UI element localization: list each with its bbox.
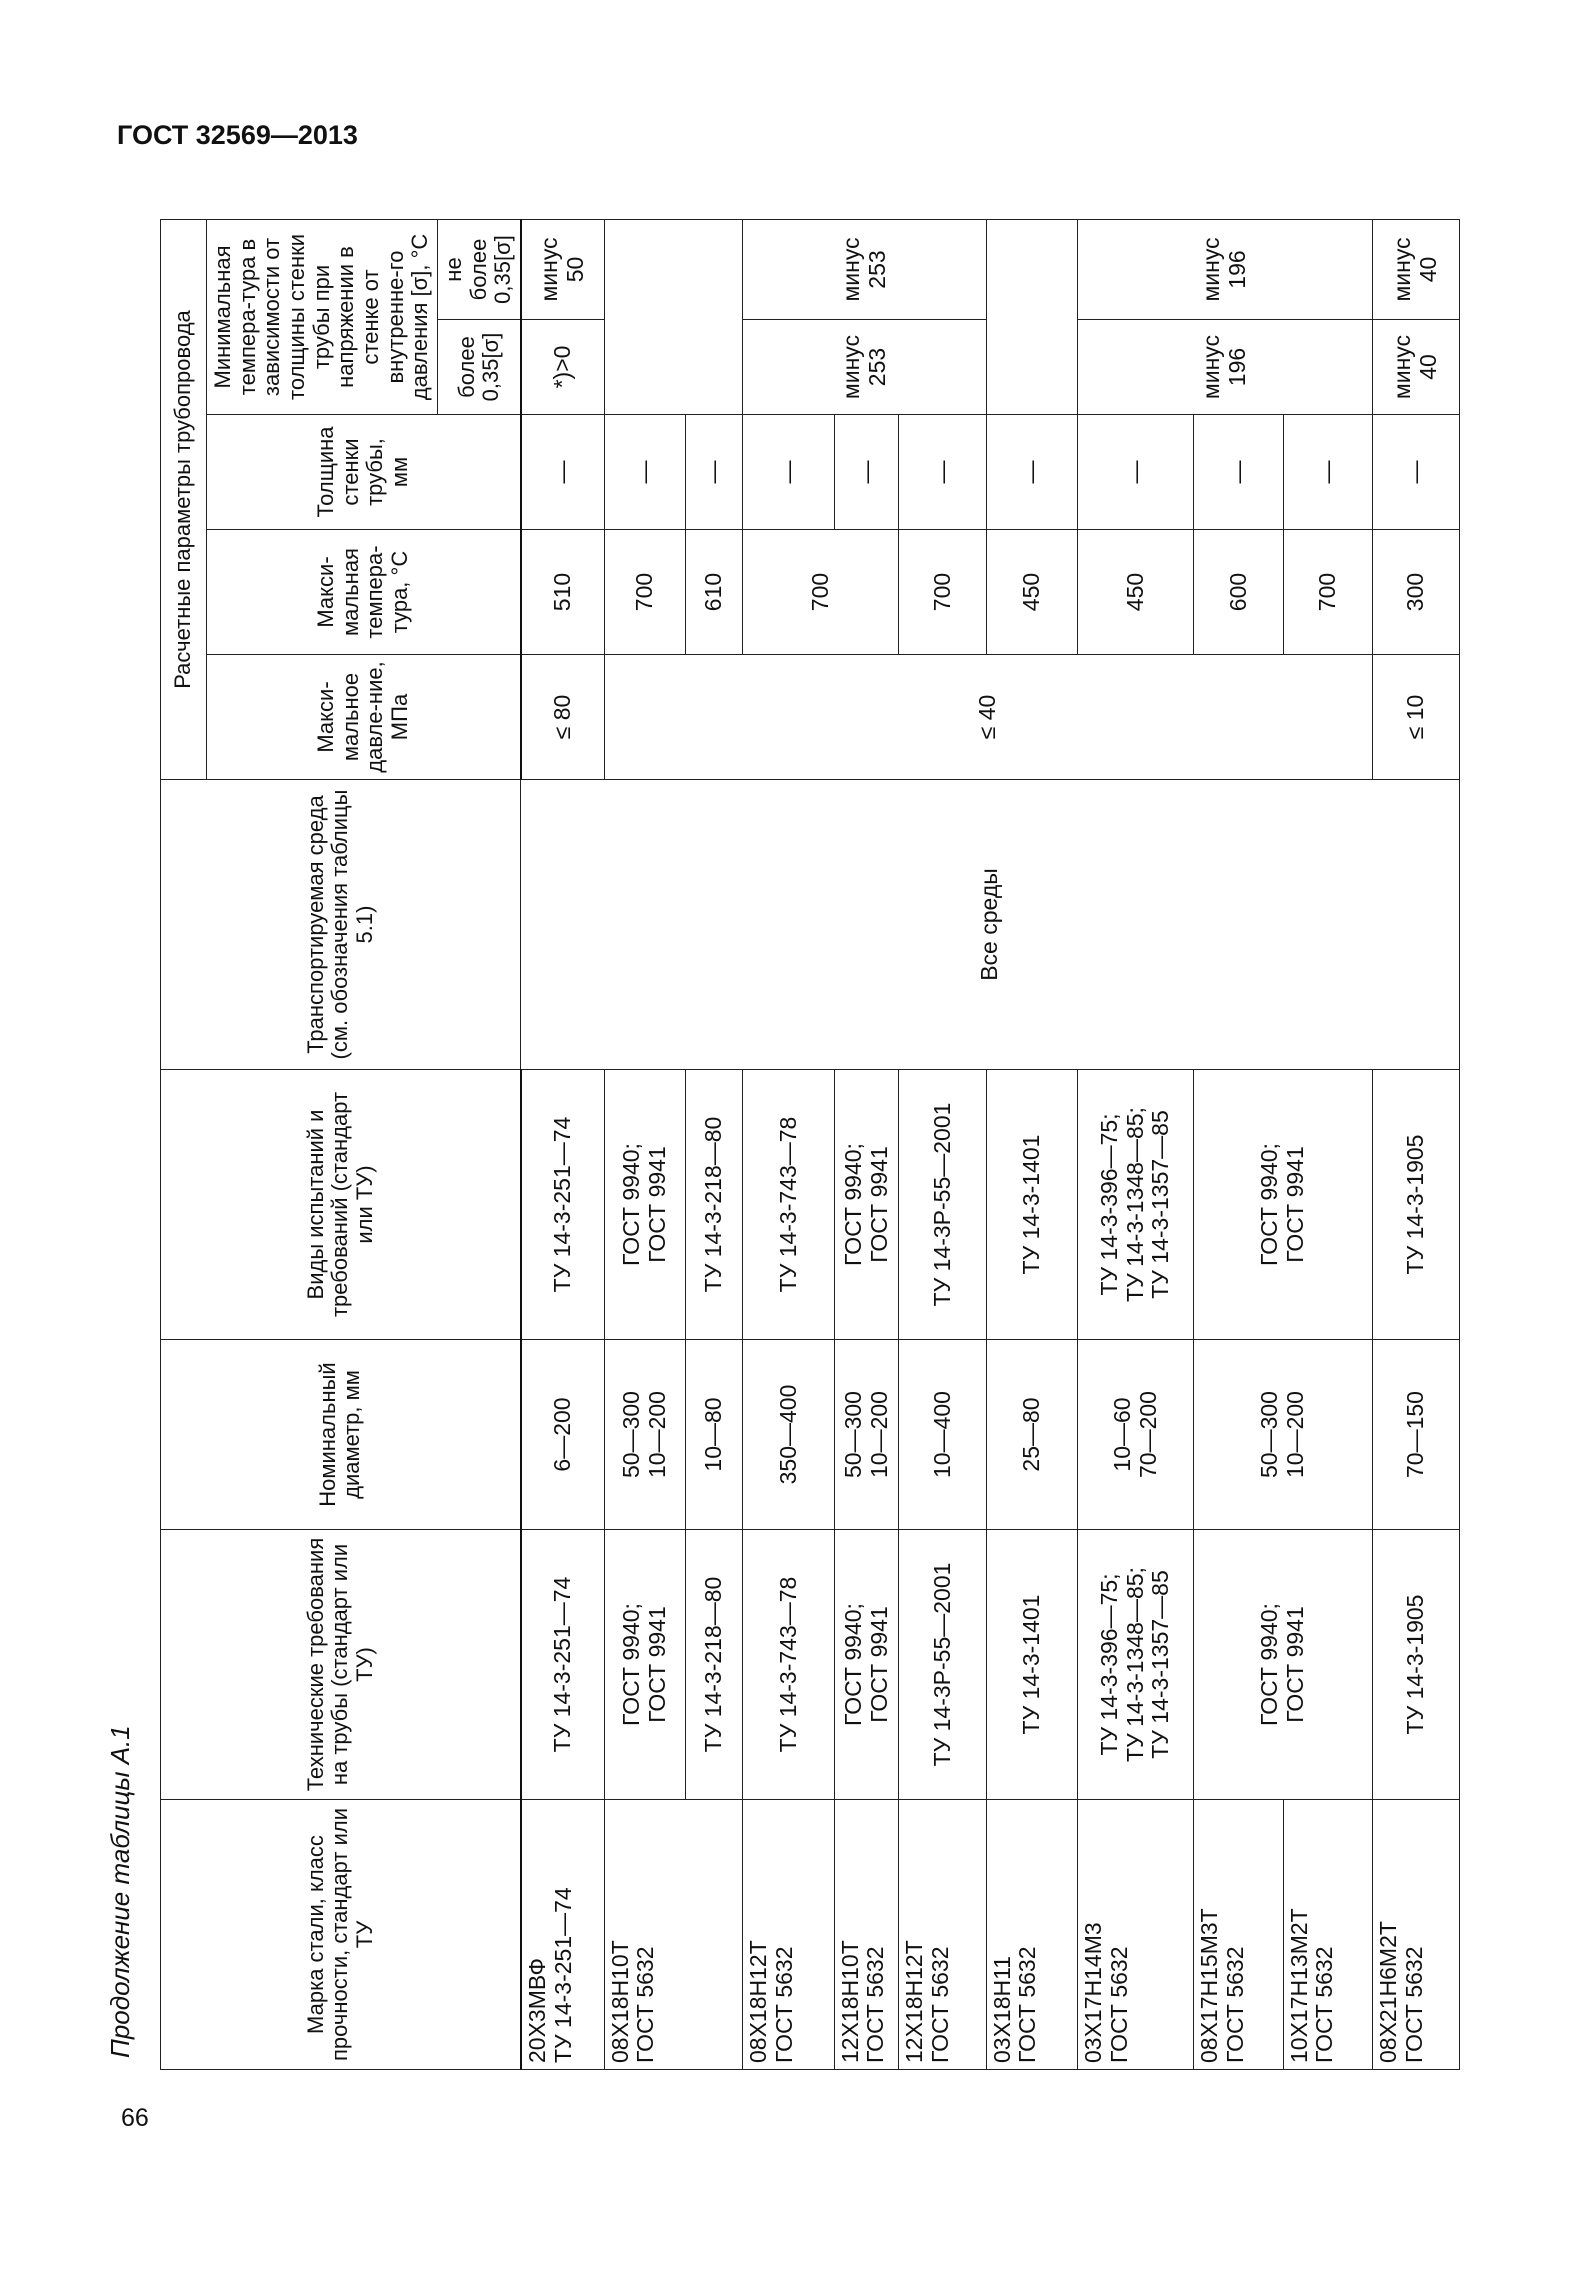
cell-diameter: 6—200 [521, 1340, 604, 1530]
header-steel: Марка стали, класс прочности, стандарт или ТУ [161, 1800, 521, 2070]
cell-min-temp-not-over-196: минус 196 [1077, 219, 1372, 319]
cell-pipe-req: ГОСТ 9940; ГОСТ 9941 [834, 1530, 899, 1800]
cell-tests: ТУ 14-3-743—78 [743, 1070, 834, 1340]
cell-temp: 300 [1372, 530, 1459, 655]
cell-tests: ТУ 14-3-1401 [986, 1070, 1077, 1340]
cell-steel-12x18h10t: 12Х18Н10Т ГОСТ 5632 [834, 1800, 899, 2070]
cell-pipe-req: ТУ 14-3-1905 [1372, 1530, 1459, 1800]
cell-tests: ТУ 14-3-1905 [1372, 1070, 1459, 1340]
cell-temp: 600 [1194, 530, 1283, 655]
cell-temp: 450 [1077, 530, 1194, 655]
cell-tests: ГОСТ 9940; ГОСТ 9941 [604, 1070, 685, 1340]
cell-tests: ТУ 14-3-396—75; ТУ 14-3-1348—85; ТУ 14-3-1357—85 [1077, 1070, 1194, 1340]
header-medium: Транспортируемая среда (см. обозначения таблицы 5.1) [161, 780, 521, 1070]
cell-min-temp-blank [604, 219, 743, 414]
header-max-pressure: Макси-мальное давле-ние, МПа [206, 655, 521, 780]
header-over-035: более 0,35[σ] [438, 320, 521, 415]
cell-wall: — [834, 415, 899, 530]
cell-diameter: 70—150 [1372, 1340, 1459, 1530]
cell-pressure-40: ≤ 40 [604, 655, 1372, 780]
cell-diameter: 50—300 10—200 [1194, 1340, 1372, 1530]
cell-pipe-req: ТУ 14-3-1401 [986, 1530, 1077, 1800]
cell-diameter: 350—400 [743, 1340, 834, 1530]
cell-wall: — [1194, 415, 1283, 530]
cell-diameter: 10—60 70—200 [1077, 1340, 1194, 1530]
header-design-parameters: Расчетные параметры трубопровода [161, 219, 207, 779]
cell-tests: ТУ 14-3-218—80 [685, 1070, 743, 1340]
cell-temp: 610 [685, 530, 743, 655]
document-header: ГОСТ 32569—2013 [117, 120, 358, 150]
header-wall-thickness: Толщина стенки трубы, мм [206, 415, 521, 530]
cell-min-temp-not-over: минус 50 [521, 219, 604, 319]
cell-wall: — [1077, 415, 1194, 530]
cell-steel-12x18h12t: 12Х18Н12Т ГОСТ 5632 [899, 1800, 986, 2070]
cell-steel-08x18h12t: 08Х18Н12Т ГОСТ 5632 [743, 1800, 834, 2070]
cell-wall: — [604, 415, 685, 530]
cell-temp: 700 [899, 530, 986, 655]
cell-tests: ТУ 14-3-251—74 [521, 1070, 604, 1340]
header-tests: Виды испытаний и требований (стандарт или ТУ) [161, 1070, 521, 1340]
cell-temp: 700 [1283, 530, 1372, 655]
header-min-temperature: Минимальная темпера-тура в зависимости от толщины стенки трубы при напряжении в стенке от внутренне-го давления [σ], °С [206, 219, 438, 414]
cell-temp: 700 [604, 530, 685, 655]
cell-wall: — [1372, 415, 1459, 530]
cell-steel-08x18h10t: 08Х18Н10Т ГОСТ 5632 [604, 1800, 743, 2070]
cell-steel-08x21h6m2t: 08Х21Н6М2Т ГОСТ 5632 [1372, 1800, 1459, 2070]
table-continuation-caption: Продолжение таблицы А.1 [105, 1725, 135, 2058]
cell-steel-10x17h13m2t: 10Х17Н13М2Т ГОСТ 5632 [1283, 1800, 1372, 2070]
cell-pipe-req: ТУ 14-3-251—74 [521, 1530, 604, 1800]
cell-steel-03x18h11: 03Х18Н11 ГОСТ 5632 [986, 1800, 1077, 2070]
cell-pipe-req: ТУ 14-3-396—75; ТУ 14-3-1348—85; ТУ 14-3-1357—85 [1077, 1530, 1194, 1800]
cell-pipe-req: ГОСТ 9940; ГОСТ 9941 [604, 1530, 685, 1800]
cell-pressure-10: ≤ 10 [1372, 655, 1459, 780]
cell-temp: 510 [521, 530, 604, 655]
cell-wall: — [743, 415, 834, 530]
cell-min-temp-not-over-253: минус 253 [743, 219, 986, 319]
cell-min-temp-blank [986, 219, 1077, 414]
cell-min-temp-over-253: минус 253 [743, 320, 986, 415]
page-number: 66 [121, 2104, 149, 2132]
cell-wall: — [986, 415, 1077, 530]
cell-pipe-req: ТУ 14-3-743—78 [743, 1530, 834, 1800]
cell-diameter: 25—80 [986, 1340, 1077, 1530]
cell-diameter: 50—300 10—200 [604, 1340, 685, 1530]
cell-min-temp-not-over: минус 40 [1372, 219, 1459, 319]
cell-wall: — [521, 415, 604, 530]
cell-temp: 450 [986, 530, 1077, 655]
cell-wall: — [1283, 415, 1372, 530]
cell-steel-20x3mvf: 20Х3МВФ ТУ 14-3-251—74 [521, 1800, 604, 2070]
cell-min-temp-over: *)>0 [521, 320, 604, 415]
cell-min-temp-over: минус 40 [1372, 320, 1459, 415]
header-pipe-requirements: Технические требования на трубы (стандарт или ТУ) [161, 1530, 521, 1800]
pipe-steel-table [160, 219, 1460, 2070]
cell-steel-03x17h14m3: 03Х17Н14М3 ГОСТ 5632 [1077, 1800, 1194, 2070]
rotated-table-container [160, 220, 1460, 2070]
header-nominal-diameter: Номинальный диаметр, мм [161, 1340, 521, 1530]
cell-pressure-80: ≤ 80 [521, 655, 604, 780]
cell-wall: — [899, 415, 986, 530]
cell-steel-08x17h15m3t: 08Х17Н15М3Т ГОСТ 5632 [1194, 1800, 1283, 2070]
header-max-temperature: Макси-мальная темпера-тура, °С [206, 530, 521, 655]
cell-medium-all: Все среды [521, 780, 1460, 1070]
cell-wall: — [685, 415, 743, 530]
cell-diameter: 50—300 10—200 [834, 1340, 899, 1530]
cell-temp-700: 700 [743, 530, 899, 655]
cell-min-temp-over-196: минус 196 [1077, 320, 1372, 415]
header-not-over-035: не более 0,35[σ] [438, 219, 521, 319]
cell-tests: ТУ 14-3Р-55—2001 [899, 1070, 986, 1340]
cell-pipe-req: ТУ 14-3-218—80 [685, 1530, 743, 1800]
cell-pipe-req: ТУ 14-3Р-55—2001 [899, 1530, 986, 1800]
cell-diameter: 10—400 [899, 1340, 986, 1530]
cell-diameter: 10—80 [685, 1340, 743, 1530]
cell-tests: ГОСТ 9940; ГОСТ 9941 [1194, 1070, 1372, 1340]
cell-tests: ГОСТ 9940; ГОСТ 9941 [834, 1070, 899, 1340]
cell-pipe-req: ГОСТ 9940; ГОСТ 9941 [1194, 1530, 1372, 1800]
